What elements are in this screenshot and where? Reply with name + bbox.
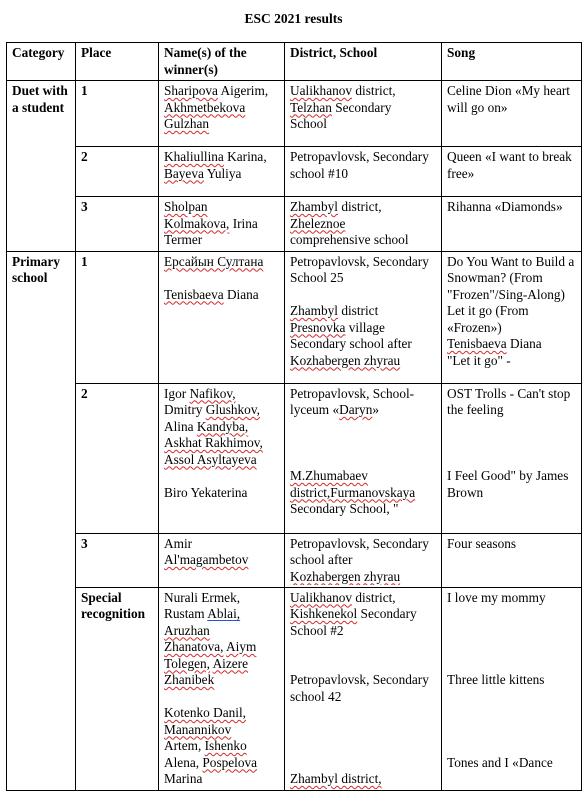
spell-word: Ishenko	[204, 738, 247, 753]
spacer	[290, 738, 436, 755]
song-cell	[442, 383, 582, 533]
spell-word: Sholpan	[164, 199, 208, 214]
spell-word: Tenisbaeva	[164, 286, 224, 302]
district-text: comprehensive school	[290, 232, 409, 247]
place-cell: 2	[76, 147, 159, 197]
district-school	[285, 251, 442, 383]
spell-word: Kotenko Danil,	[164, 705, 246, 720]
header-district: District, School	[285, 43, 442, 81]
winner-names	[159, 197, 285, 252]
spacer	[447, 606, 576, 623]
spacer	[447, 722, 576, 739]
spacer	[290, 722, 436, 739]
header-row	[7, 43, 582, 81]
district-text: Secondary	[331, 99, 392, 115]
spacer	[447, 689, 576, 706]
spell-word: Assol Asyltayeva	[164, 451, 257, 467]
winner-names	[159, 81, 285, 147]
spell-word: Kozhabergen zhyrau	[290, 352, 401, 368]
name-text: Termer	[164, 232, 203, 247]
spell-word: Glushkov,	[205, 402, 260, 417]
spell-word: Ualikhanov	[290, 83, 353, 98]
name-text: Aigerim,	[217, 83, 269, 98]
name-text: Amir	[164, 535, 193, 551]
name-text: Biro Yekaterina	[164, 484, 248, 500]
header-category: Category	[7, 43, 76, 81]
category-duet: Duet with a student	[7, 81, 76, 252]
district-text: district,	[352, 83, 396, 98]
table-row	[7, 251, 582, 383]
spacer	[447, 419, 576, 436]
song-text: Let it go (From «Frozen»)	[447, 303, 529, 335]
spell-word: Ablai,	[207, 606, 241, 621]
district-text: district	[338, 303, 379, 318]
spell-word: Akhmetbekova	[164, 99, 246, 115]
spell-word: Zheleznoe	[290, 215, 346, 231]
song-text: Tones and I «Dance	[447, 754, 553, 770]
spell-word: Sharipova	[164, 83, 218, 98]
spell-word: Ерсайын Султана	[164, 253, 264, 269]
song-cell	[442, 587, 582, 790]
spell-word: Bayeva	[164, 165, 204, 181]
district-text: district,	[352, 589, 396, 605]
spacer	[290, 435, 436, 452]
spell-word: Kozhabergen zhyrau	[290, 568, 401, 584]
results-table	[6, 42, 582, 791]
song-cell	[442, 251, 582, 383]
spell-word: district,Furmanovskaya	[290, 484, 416, 500]
song-text: OST Trolls - Can't stop the feeling	[447, 385, 571, 417]
header-song: Song	[442, 43, 582, 81]
spell-word: Al'magambetov	[164, 552, 249, 567]
district-text: Petropavlovsk, Secondary school after	[290, 535, 429, 567]
table-row	[7, 587, 582, 790]
spacer	[164, 468, 279, 485]
spacer	[290, 705, 436, 722]
spell-word: Kandyba,	[196, 418, 249, 434]
district-text: School	[290, 116, 327, 131]
name-text: Irina	[229, 215, 258, 231]
name-text: Alina	[164, 418, 194, 434]
song-cell: Rihanna «Diamonds»	[442, 197, 582, 252]
spell-word: Telzhan	[290, 99, 332, 115]
spacer	[290, 639, 436, 656]
name-text: Diana	[223, 286, 259, 302]
name-text: Nurali Ermek,	[164, 589, 241, 605]
district-school: Petropavlovsk, Secondary school #10	[285, 147, 442, 197]
song-text: I Feel Good" by James Brown	[447, 468, 569, 500]
table-row	[7, 197, 582, 252]
spacer	[447, 452, 576, 469]
song-text: Diana	[506, 336, 542, 351]
district-text: Secondary school after	[290, 336, 412, 351]
spell-word: Zhambyl	[290, 303, 339, 318]
spacer	[290, 419, 436, 436]
spell-word: Aizere	[212, 655, 248, 671]
winner-names	[159, 147, 285, 197]
district-text: »	[372, 402, 380, 417]
spell-word: Aiym	[226, 639, 257, 654]
song-cell: Celine Dion «My heart will go on»	[442, 81, 582, 147]
spell-word: Askhat Rakhimov,	[164, 435, 263, 450]
district-text: Secondary	[357, 606, 417, 621]
spacer	[447, 623, 576, 640]
spell-word: Kishkenekol	[290, 606, 358, 621]
district-school	[285, 587, 442, 790]
winner-names	[159, 533, 285, 587]
spacer	[447, 738, 576, 755]
spacer	[447, 656, 576, 673]
spell-word: Kolmakova,	[164, 215, 230, 231]
spell-word: Daryn	[339, 402, 373, 417]
place-cell: Special recognition	[76, 587, 159, 790]
district-text: district,	[338, 199, 382, 214]
spell-word: Tenisbaeva	[447, 336, 507, 351]
song-text: "Let it go" -	[447, 352, 511, 368]
table-row	[7, 383, 582, 533]
song-cell: Queen «I want to break free»	[442, 147, 582, 197]
table-row	[7, 533, 582, 587]
song-text: Three little kittens	[447, 672, 545, 687]
song-cell: Four seasons	[442, 533, 582, 587]
table-row	[7, 81, 582, 147]
name-text: Marina	[164, 771, 203, 786]
district-school	[285, 81, 442, 147]
spell-word: Zhambyl district,	[290, 771, 382, 786]
spell-word: Zhambyl	[290, 199, 339, 214]
header-names: Name(s) of the winner(s)	[159, 43, 285, 81]
spell-word: M.Zhumabaev	[290, 468, 368, 483]
place-cell: 3	[76, 197, 159, 252]
song-text: Do You Want to Build a Snowman? (From "Frozen"/Sing-Along)	[447, 253, 575, 302]
spacer	[290, 287, 436, 304]
district-text: Petropavlovsk, Secondary School 25	[290, 253, 429, 285]
name-text: Igor	[164, 385, 187, 401]
header-place: Place	[76, 43, 159, 81]
place-cell: 3	[76, 533, 159, 587]
spell-word: Nafikov,	[189, 385, 236, 401]
spell-word: Ualikhanov	[290, 589, 353, 605]
category-primary: Primary school	[7, 251, 76, 790]
place-cell: 1	[76, 81, 159, 147]
name-text: Dmitry	[164, 402, 203, 417]
spacer	[447, 705, 576, 722]
name-text: Karina,	[223, 149, 267, 164]
spell-word: Zhanibek	[164, 672, 215, 687]
table-row	[7, 147, 582, 197]
winner-names	[159, 587, 285, 790]
spacer	[290, 452, 436, 469]
spell-word: Manannikov	[164, 721, 232, 737]
song-text: I love my mommy	[447, 589, 546, 605]
spacer	[164, 689, 279, 706]
spacer	[447, 639, 576, 656]
spell-word: Tolegen,	[164, 655, 210, 671]
name-text: Rustam	[164, 606, 205, 621]
district-school	[285, 197, 442, 252]
spacer	[164, 270, 279, 287]
place-cell: 1	[76, 251, 159, 383]
name-text: Yuliya	[203, 165, 242, 181]
district-text: Secondary School, "	[290, 501, 399, 516]
spell-word: Aruzhan	[164, 622, 210, 638]
spell-word: Zhanatova,	[164, 639, 224, 654]
document-title: ESC 2021 results	[244, 11, 343, 26]
spacer	[447, 435, 576, 452]
district-text: School #2	[290, 622, 344, 638]
spell-word: Presnovka	[290, 319, 346, 335]
district-school	[285, 533, 442, 587]
place-cell: 2	[76, 383, 159, 533]
name-text: Artem,	[164, 738, 202, 753]
spacer	[290, 656, 436, 673]
spell-word: Gulzhan	[164, 116, 210, 131]
winner-names	[159, 251, 285, 383]
name-text: Alena,	[164, 754, 200, 770]
district-text: village	[345, 319, 385, 335]
spacer	[290, 755, 436, 772]
district-text: Petropavlovsk, Secondary school 42	[290, 672, 429, 704]
winner-names	[159, 383, 285, 533]
spell-word: Pospelova	[202, 754, 258, 770]
spell-word: Khaliullina	[164, 149, 224, 164]
district-school	[285, 383, 442, 533]
district-text: Petropavlovsk, School-lyceum «	[290, 385, 415, 417]
